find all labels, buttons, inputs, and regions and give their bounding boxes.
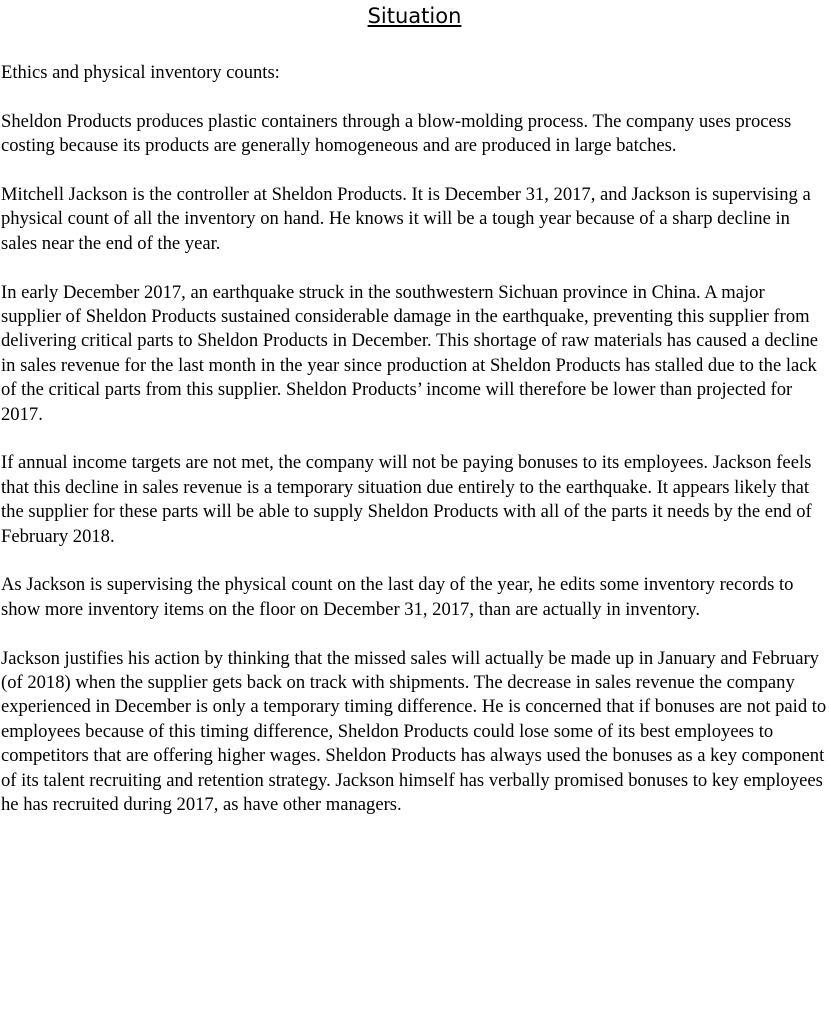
paragraph-intro: Ethics and physical inventory counts: bbox=[1, 62, 280, 83]
document-body bbox=[1, 61, 827, 842]
paragraph-earthquake: In early December 2017, an earthquake struck in the southwestern Sichuan province in China. A major supplier of Sheldon Products sustained considerable damage in the earthquake, preventing this supplier from delivering critical parts to Sheldon Products in December. This shortage of raw materials has caused a decline in sales revenue for the last month in the year since production at Sheldon Products has stalled due to the lack of the critical parts from this supplier. Sheldon Products’ income will therefore be lower than projected for 2017. bbox=[1, 281, 819, 425]
paragraph-bonuses: If annual income targets are not met, the company will not be paying bonuses to its employees. Jackson feels that this decline in sales revenue is a temporary situation due entirely to the earthquake. It appears likely that the supplier for these parts will be able to supply Sheldon Products with all of the parts it needs by the end of February 2018. bbox=[1, 452, 812, 547]
paragraph-inventory-edit: As Jackson is supervising the physical count on the last day of the year, he edits some inventory records to show more inventory items on the floor on December 31, 2017, than are actually in inventory. bbox=[1, 574, 794, 620]
page-title: Situation bbox=[367, 4, 462, 28]
paragraph-justification: Jackson justifies his action by thinking that the missed sales will actually be made up in January and February (of 2018) when the supplier gets back on track with shipments. The decrease in sales revenue the company experienced in December is only a temporary timing difference. He is concerned that if bonuses are not paid to employees because of this timing difference, Sheldon Products could lose some of its best employees to competitors that are offering higher wages. Sheldon Products has always used the bonuses as a key component of its talent recruiting and retention strategy. Jackson himself has verbally promised bonuses to key employees he has recruited during 2017, as have other managers. bbox=[1, 647, 827, 816]
paragraph-controller: Mitchell Jackson is the controller at Sheldon Products. It is December 31, 2017, and Jackson is supervising a physical count of all the inventory on hand. He knows it will be a tough year because of a sharp decline in sales near the end of the year. bbox=[1, 184, 811, 254]
paragraph-company: Sheldon Products produces plastic containers through a blow-molding process. The company uses process costing because its products are generally homogeneous and are produced in large batches. bbox=[1, 110, 792, 157]
